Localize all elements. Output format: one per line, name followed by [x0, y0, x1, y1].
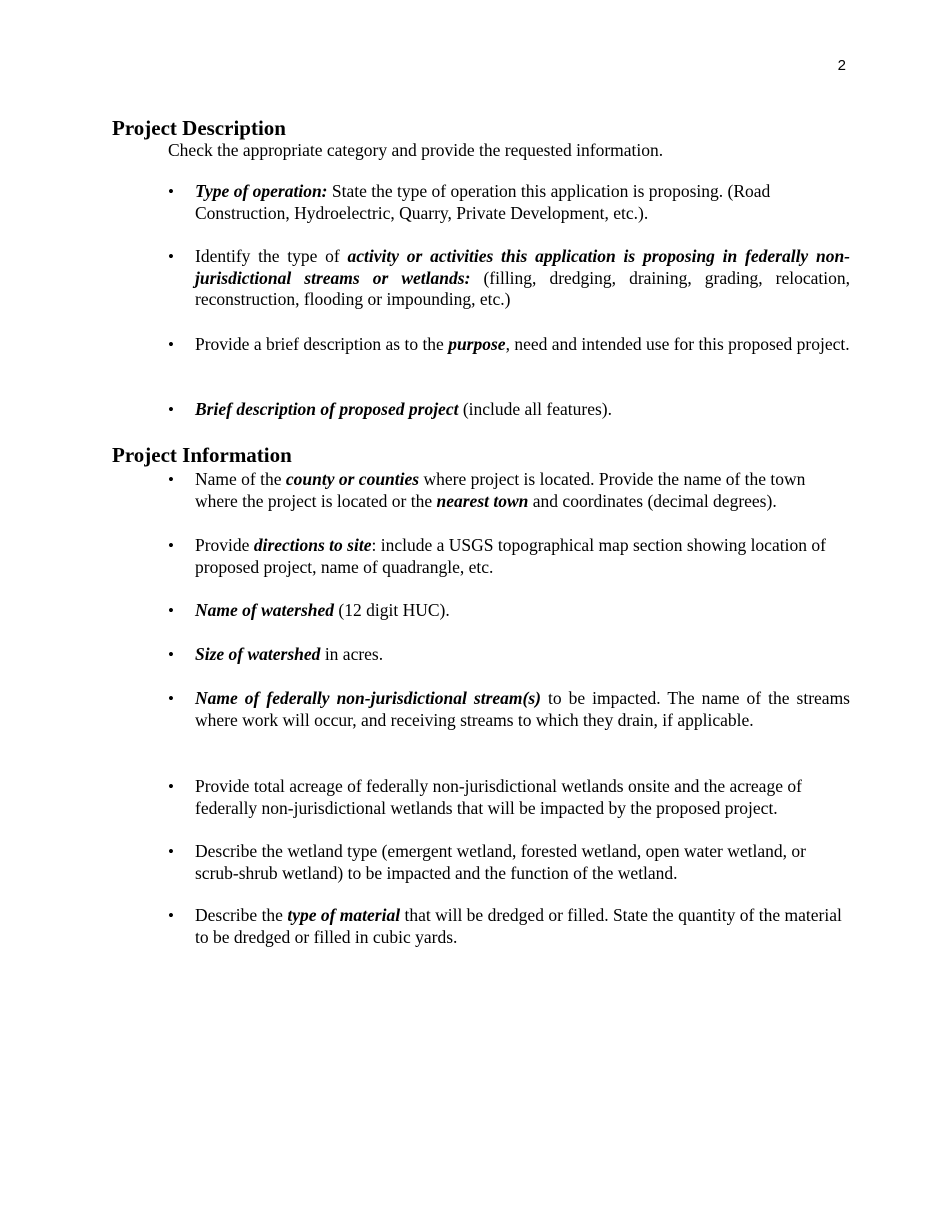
- bullet-icon: •: [168, 645, 174, 664]
- heading-project-information: Project Information: [112, 443, 292, 467]
- bullet-text: Name of federally non-jurisdictional stream(s) to be impacted. The name of the streams where work will occur, and receiving streams to which they drain, if applicable.: [195, 688, 850, 730]
- heading-project-description: Project Description: [112, 116, 286, 140]
- bullet-text: Type of operation: State the type of operation this application is proposing. (Road Construction, Hydroelectric, Quarry, Private Development, etc.).: [195, 181, 771, 223]
- bullet-icon: •: [168, 182, 174, 201]
- bullet-icon: •: [168, 842, 174, 861]
- bullet-icon: •: [168, 247, 174, 266]
- bullet-text: Provide a brief description as to the purpose, need and intended use for this proposed project.: [195, 334, 850, 354]
- bullet-text: Brief description of proposed project (include all features).: [195, 399, 612, 419]
- bullet-icon: •: [168, 536, 174, 555]
- bullet-icon: •: [168, 400, 174, 419]
- bullet-icon: •: [168, 689, 174, 708]
- bullet-text: Name of watershed (12 digit HUC).: [195, 600, 450, 620]
- bullet-icon: •: [168, 777, 174, 796]
- page-number: 2: [837, 57, 846, 74]
- bullet-text: Size of watershed in acres.: [195, 644, 384, 664]
- bullet-text: Name of the county or counties where project is located. Provide the name of the town where the project is located or the nearest town and coordinates (decimal degrees).: [195, 469, 806, 511]
- bullet-icon: •: [168, 470, 174, 489]
- bullet-icon: •: [168, 601, 174, 620]
- bullet-text: Describe the wetland type (emergent wetland, forested wetland, open water wetland, or scrub-shrub wetland) to be impacted and the function of the wetland.: [195, 841, 806, 883]
- bullet-text: Provide total acreage of federally non-jurisdictional wetlands onsite and the acreage of federally non-jurisdictional wetlands that will be impacted by the proposed project.: [195, 776, 802, 818]
- intro-text: Check the appropriate category and provide the requested information.: [168, 140, 664, 160]
- bullet-icon: •: [168, 906, 174, 925]
- bullet-text: Identify the type of activity or activities this application is proposing in federally non-jurisdictional streams or wetlands: (filling, dredging, draining, grading, relocation, reconstruction, flooding or impounding, etc.): [195, 246, 851, 309]
- bullet-text: Describe the type of material that will be dredged or filled. State the quantity of the material to be dredged or filled in cubic yards.: [195, 905, 842, 947]
- bullet-icon: •: [168, 335, 174, 354]
- bullet-text: Provide directions to site: include a USGS topographical map section showing location of proposed project, name of quadrangle, etc.: [195, 535, 826, 577]
